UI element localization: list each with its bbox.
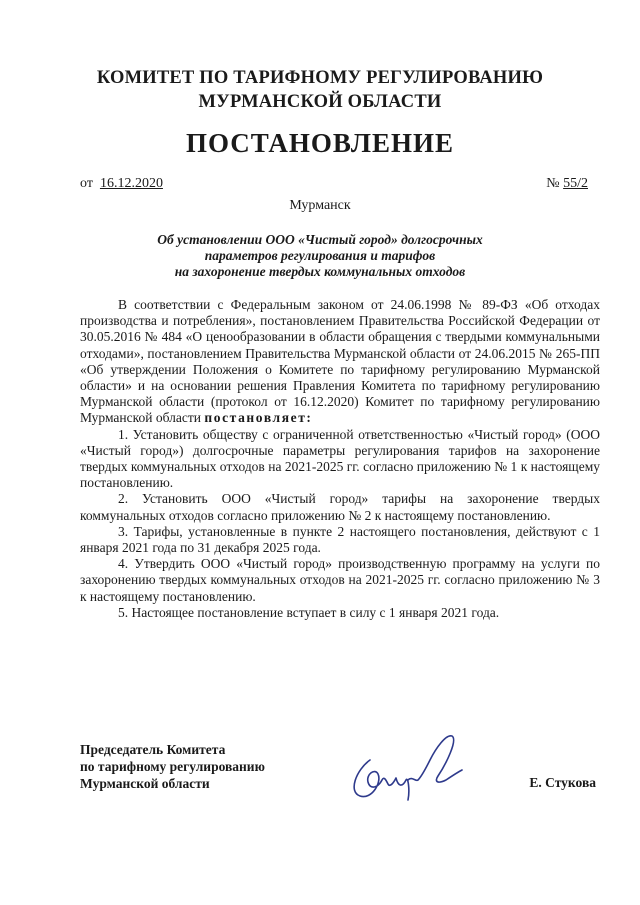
subject-line-2: параметров регулирования и тарифов: [204, 248, 436, 263]
organization-name: [0, 66, 640, 114]
document-date: [80, 176, 163, 192]
handwritten-signature: [342, 730, 472, 805]
item-1: 1. Установить обществу с ограниченной ответственностью «Чистый город» (ООО «Чистый город») долгосрочные параметры регулирования тарифов на захоронение твердых коммунальных отходов на 2021-2025 гг. согласно приложению № 1 к настоящему постановлению.: [80, 426, 600, 491]
document-number: [546, 176, 588, 192]
item-3: 3. Тарифы, установленные в пункте 2 настоящего постановления, действуют с 1 января 2021 года по 31 декабря 2025 года.: [80, 523, 600, 556]
signatory-title: [80, 741, 265, 792]
city: Мурманск: [289, 198, 351, 213]
preamble-text: В соответствии с Федеральным законом от 24.06.1998 № 89-ФЗ «Об отходах производства и потребления», постановлением Правительства Российской Федерации от 30.05.2016 № 484 «О ценообразовании в области обращения с твердыми коммунальными отходами», постановлением Правительства Мурманской области от 24.06.2015 № 265-ПП «Об утверждении Положения о Комитете по тарифному регулированию Мурманской области» и на основании решения Правления Комитета по тарифному регулированию Мурманской области (протокол от 16.12.2020) Комитет по тарифному регулированию Мурманской области: [80, 297, 600, 426]
document-type: ПОСТАНОВЛЕНИЕ: [185, 128, 455, 158]
org-line-2: МУРМАНСКОЙ ОБЛАСТИ: [198, 92, 442, 112]
number-value: 55/2: [563, 176, 588, 191]
number-prefix: №: [546, 176, 560, 191]
signatory-title-line-1: Председатель Комитета: [80, 742, 226, 757]
signatory-title-line-3: Мурманской области: [80, 776, 210, 791]
date-prefix: от: [80, 176, 93, 191]
document-body: [80, 297, 600, 621]
subject-line-3: на захоронение твердых коммунальных отходов: [174, 264, 466, 279]
preamble-paragraph: [80, 297, 600, 427]
item-2: 2. Установить ООО «Чистый город» тарифы на захоронение твердых коммунальных отходов согласно приложению № 2 к настоящему постановлению.: [80, 491, 600, 523]
signatory-title-line-2: по тарифному регулированию: [80, 759, 265, 774]
resolves-word: постановляет:: [204, 410, 313, 426]
item-4: 4. Утвердить ООО «Чистый город» производственную программу на услуги по захоронению твердых коммунальных отходов на 2021-2025 гг. согласно приложению № 3 к настоящему постановлению.: [80, 556, 600, 604]
date-value: 16.12.2020: [99, 176, 163, 191]
item-5: 5. Настоящее постановление вступает в силу с 1 января 2021 года.: [118, 604, 500, 620]
org-line-1: КОМИТЕТ ПО ТАРИФНОМУ РЕГУЛИРОВАНИЮ: [96, 68, 544, 88]
subject-line-1: Об установлении ООО «Чистый город» долгосрочных: [157, 232, 483, 247]
document-subject: [0, 232, 640, 280]
signatory-name: Е. Стукова: [529, 775, 596, 790]
